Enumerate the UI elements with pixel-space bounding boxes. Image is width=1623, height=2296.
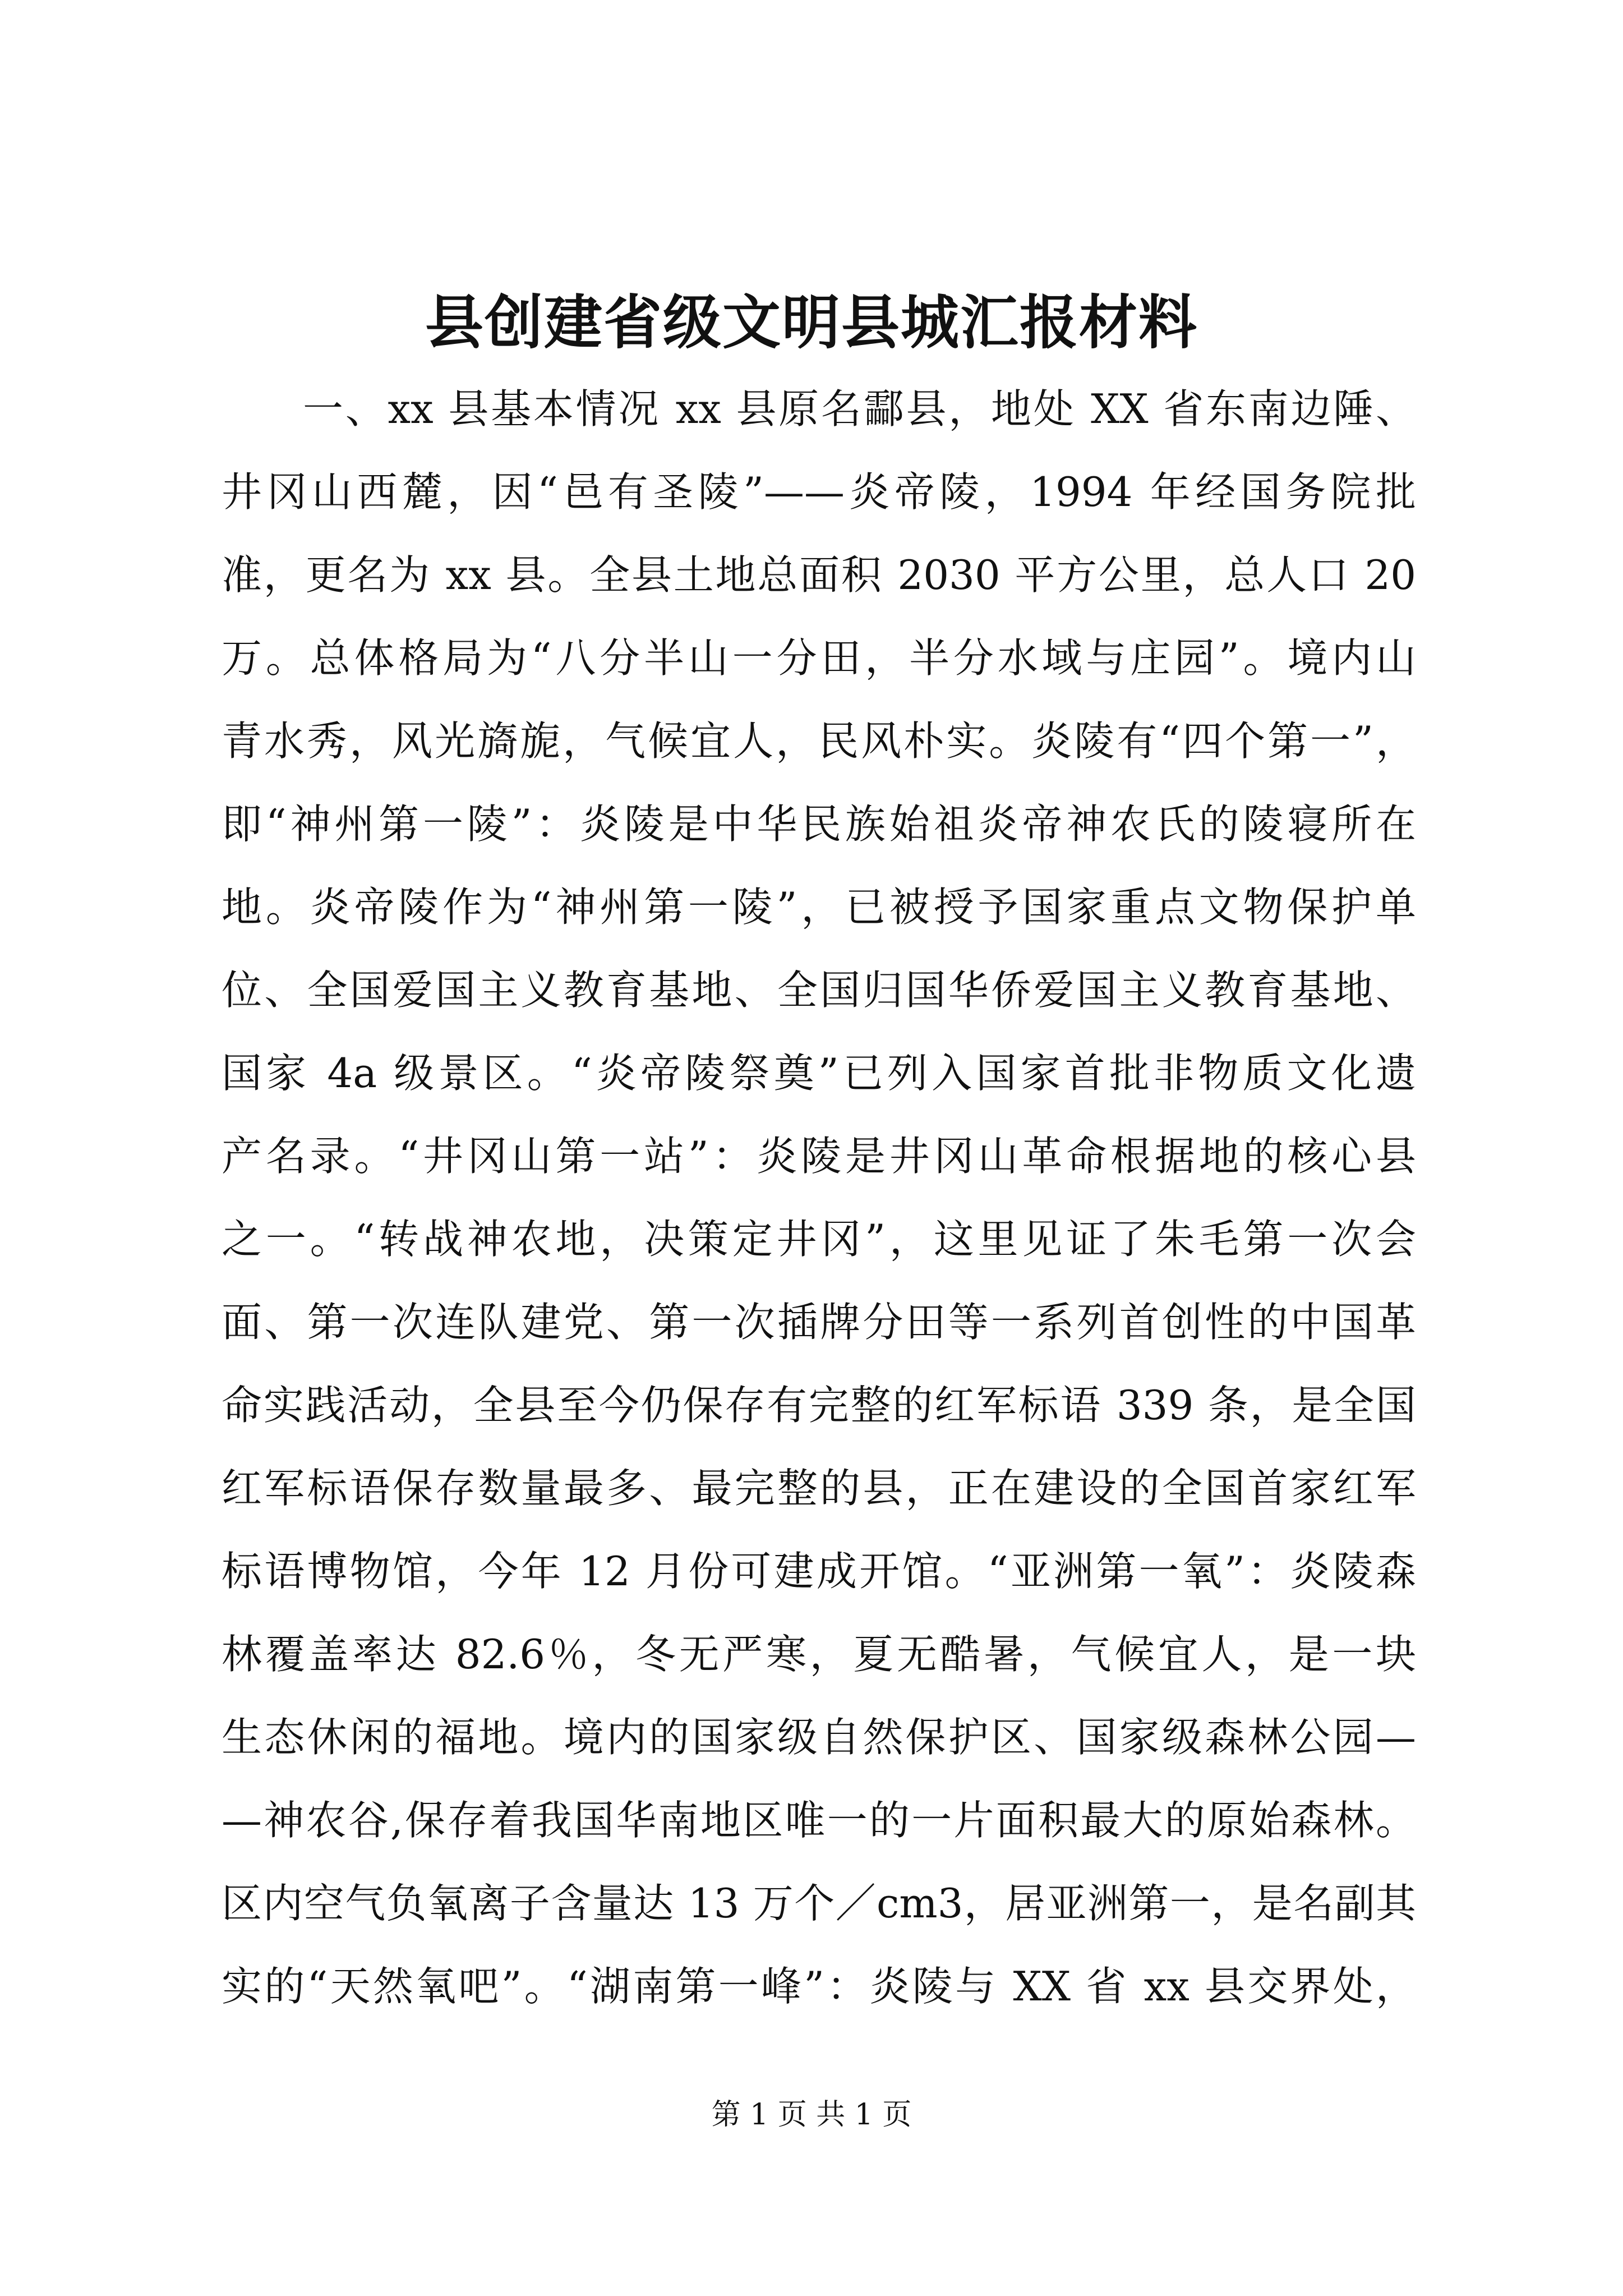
body-line: 标语博物馆，今年 12 月份可建成开馆。“亚洲第一氧”：炎陵森 <box>222 1548 1416 1595</box>
body-line: 生态休闲的福地。境内的国家级自然保护区、国家级森林公园— <box>222 1714 1416 1761</box>
body-line: —神农谷,保存着我国华南地区唯一的一片面积最大的原始森林。 <box>222 1797 1416 1844</box>
page-footer <box>0 2095 1623 2134</box>
body-line: 林覆盖率达 82.6％，冬无严寒，夏无酷暑，气候宜人，是一块 <box>222 1631 1416 1678</box>
body-line: 青水秀，风光旖旎，气候宜人，民风朴实。炎陵有“四个第一”， <box>222 717 1416 765</box>
body-line: 地。炎帝陵作为“神州第一陵”，已被授予国家重点文物保护单 <box>222 884 1416 931</box>
body-line: 一、xx 县基本情况 xx 县原名酃县，地处 XX 省东南边陲、 <box>303 385 1416 432</box>
body-line: 红军标语保存数量最多、最完整的县，正在建设的全国首家红军 <box>222 1465 1416 1512</box>
body-line: 万。总体格局为“八分半山一分田，半分水域与庄园”。境内山 <box>222 634 1416 682</box>
document-body <box>222 367 1416 2028</box>
body-line: 产名录。“井冈山第一站”：炎陵是井冈山革命根据地的核心县 <box>222 1133 1416 1180</box>
body-line: 准，更名为 xx 县。全县土地总面积 2030 平方公里，总人口 20 <box>222 551 1416 599</box>
body-line: 实的“天然氧吧”。“湖南第一峰”：炎陵与 XX 省 xx 县交界处， <box>222 1963 1416 2010</box>
body-line: 国家 4a 级景区。“炎帝陵祭奠”已列入国家首批非物质文化遗 <box>222 1050 1416 1097</box>
body-line: 区内空气负氧离子含量达 13 万个／cm3，居亚洲第一，是名副其 <box>222 1880 1416 1927</box>
body-line: 位、全国爱国主义教育基地、全国归国华侨爱国主义教育基地、 <box>222 967 1416 1014</box>
body-line: 井冈山西麓，因“邑有圣陵”——炎帝陵，1994 年经国务院批 <box>222 468 1416 516</box>
body-line: 面、第一次连队建党、第一次插牌分田等一系列首创性的中国革 <box>222 1299 1416 1346</box>
page-number-label: 第 1 页 共 1 页 <box>711 2098 912 2132</box>
body-line: 之一。“转战神农地，决策定井冈”，这里见证了朱毛第一次会 <box>222 1216 1416 1263</box>
body-line: 即“神州第一陵”：炎陵是中华民族始祖炎帝神农氏的陵寝所在 <box>222 800 1416 848</box>
body-line: 命实践活动，全县至今仍保存有完整的红军标语 339 条，是全国 <box>222 1382 1416 1429</box>
document-title: 县创建省级文明县城汇报材料 <box>425 288 1198 357</box>
